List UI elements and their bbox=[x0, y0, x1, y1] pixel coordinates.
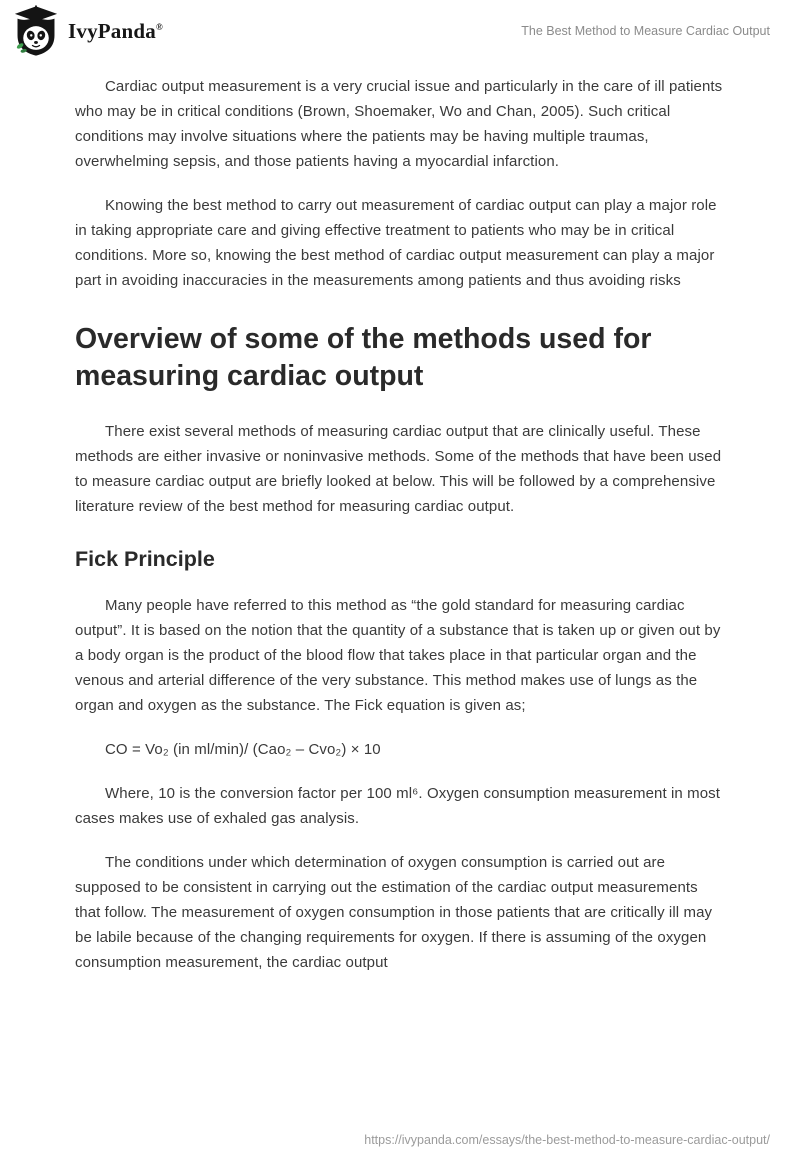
page-footer bbox=[364, 1133, 770, 1147]
page-header bbox=[0, 0, 800, 62]
essay-content bbox=[0, 62, 800, 1160]
section-heading-fick-principle: Fick Principle bbox=[75, 547, 215, 571]
ivypanda-logo-link[interactable] bbox=[14, 5, 163, 57]
paragraph-intro-1: Cardiac output measurement is a very crucial issue and particularly in the care of ill patients who may be in critical conditions (Brown, Shoemaker, Wo and Chan, 2005). Such critical conditions may involve situations where the patients may be having multiple traumas, overwhelming sepsis, and those patients having a myocardial infarction. bbox=[75, 78, 723, 170]
brand-wordmark: IvyPanda bbox=[68, 18, 156, 43]
paragraph-overview: There exist several methods of measuring cardiac output that are clinically useful. These methods are either invasive or noninvasive methods. Some of the methods that have been used to measure cardiac output are briefly looked at below. This will be followed by a comprehensive literature review of the best method for measuring cardiac output. bbox=[75, 423, 722, 515]
document-title: The Best Method to Measure Cardiac Output bbox=[521, 24, 770, 38]
panda-graduation-cap-icon bbox=[14, 5, 58, 57]
section-heading-overview: Overview of some of the methods used for measuring cardiac output bbox=[75, 323, 652, 392]
source-url-link[interactable]: https://ivypanda.com/essays/the-best-method-to-measure-cardiac-output/ bbox=[364, 1133, 770, 1147]
fick-equation: CO = Vo₂ (in ml/min)/ (Cao₂ – Cvo₂) × 10 bbox=[105, 741, 381, 758]
brand-registered-mark: ® bbox=[155, 21, 163, 32]
paragraph-intro-2: Knowing the best method to carry out measurement of cardiac output can play a major role in taking appropriate care and giving effective treatment to patients who may be in critical conditions. More so, knowing the best method of cardiac output measurement can play a major part in avoiding inaccuracies in the measurements among patients and thus avoiding risks bbox=[75, 197, 717, 289]
paragraph-fick-2: Where, 10 is the conversion factor per 100 ml⁶. Oxygen consumption measurement in most cases makes use of exhaled gas analysis. bbox=[75, 785, 721, 827]
brand-name bbox=[68, 19, 163, 44]
paragraph-fick-3: The conditions under which determination of oxygen consumption is carried out are supposed to be consistent in carrying out the estimation of the cardiac output measurements that follow. The measurement of oxygen consumption in those patients that are critically ill may be labile because of the changing requirements for oxygen. If there is assuming of the oxygen consumption measurement, the cardiac output bbox=[75, 854, 713, 971]
paragraph-fick-1: Many people have referred to this method as “the gold standard for measuring cardiac output”. It is based on the notion that the quantity of a substance that is taken up or given out by a body organ is the product of the blood flow that takes place in that particular organ and the venous and arterial difference of the very substance. This method makes use of lungs as the organ and oxygen as the substance. The Fick equation is given as; bbox=[75, 597, 721, 714]
